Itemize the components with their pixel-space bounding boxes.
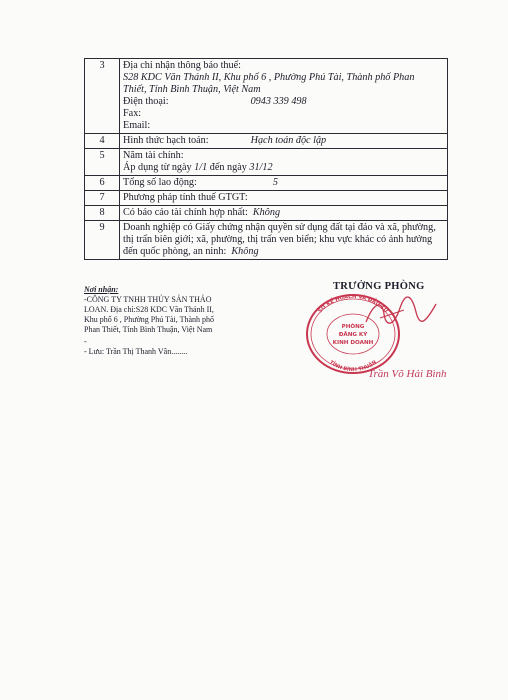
row-label: Có báo cáo tài chính hợp nhất: (123, 207, 248, 218)
row-number: 6 (85, 176, 120, 191)
address-line-1: S28 KDC Văn Thánh II, Khu phố 6 , Phường Phú Tài, Thành phố Phan (123, 72, 415, 83)
row-number: 4 (85, 134, 120, 149)
table-row (85, 191, 448, 206)
table-row (85, 176, 448, 191)
row-number: 7 (85, 191, 120, 206)
table-row (85, 134, 448, 149)
row-value: Hạch toán độc lập (250, 135, 327, 146)
row-number: 8 (85, 206, 120, 221)
land-cert-line-3 (123, 246, 444, 258)
land-cert-line-2: thị trấn biên giới; xã, phường, thị trấn ven biển; khu vực khác có ảnh hưởng (123, 234, 433, 245)
seal-bottom-text: TỈNH BÌNH THUẬN (328, 359, 378, 374)
row-number: 5 (85, 149, 120, 176)
fiscal-year-range (123, 162, 444, 174)
row-number: 3 (85, 59, 120, 134)
recipient-line: -CÔNG TY TNHH THỦY SẢN THẢO (84, 295, 212, 304)
phone-label: Điện thoại: (123, 96, 169, 107)
email-label: Email: (123, 120, 151, 131)
row-label: Năm tài chính: (123, 150, 184, 161)
recipient-line: - (84, 337, 87, 346)
phone-value: 0943 339 498 (250, 96, 307, 107)
row-content (120, 176, 448, 191)
row-number: 9 (85, 221, 120, 260)
recipient-line: LOAN. Địa chỉ:S28 KDC Văn Thánh II, (84, 305, 214, 314)
seal-center-text: KINH DOANH (332, 340, 374, 346)
land-cert-label: đến quốc phòng, an ninh: (123, 246, 227, 257)
fiscal-mid: đến ngày (207, 162, 250, 173)
row-content (120, 134, 448, 149)
archive-line: - Lưu: Trần Thị Thanh Vân........ (84, 347, 188, 356)
row-label: Phương pháp tính thuế GTGT: (123, 192, 248, 203)
address-line-2: Thiết, Tỉnh Bình Thuận, Việt Nam (123, 84, 261, 95)
row-value: Không (231, 246, 259, 257)
phone-line (123, 96, 444, 108)
row-value: Không (252, 207, 281, 218)
fiscal-from: 1/1 (194, 162, 208, 173)
seal-center-text: PHÒNG (341, 324, 365, 330)
recipient-line: Khu phố 6 , Phường Phú Tài, Thành phố (84, 315, 215, 324)
fiscal-prefix: Áp dụng từ ngày (123, 162, 195, 173)
recipients-heading: Nơi nhận: (84, 285, 119, 294)
row-content (120, 221, 448, 260)
row-content (120, 149, 448, 176)
registration-info-table (84, 58, 448, 260)
table-row (85, 206, 448, 221)
table-row (85, 59, 448, 134)
table-row (85, 149, 448, 176)
signer-name: Trần Võ Hải Bình (368, 368, 447, 380)
row-content (120, 191, 448, 206)
land-cert-line-1: Doanh nghiệp có Giấy chứng nhận quyền sử dụng đất tại đảo và xã, phường, (123, 222, 436, 233)
handwritten-signature (360, 292, 440, 332)
recipient-line: Phan Thiết, Tỉnh Bình Thuận, Việt Nam (84, 325, 213, 334)
row-label: Hình thức hạch toán: (123, 135, 209, 146)
row-label: Địa chỉ nhận thông báo thuế: (123, 60, 241, 71)
row-content (120, 59, 448, 134)
row-label: Tổng số lao động: (123, 177, 197, 188)
fax-label: Fax: (123, 108, 142, 119)
seal-center-text: ĐĂNG KÝ (338, 332, 368, 338)
seal-top-text: SỞ KẾ HOẠCH VÀ ĐẦU TƯ (317, 293, 389, 315)
fiscal-to: 31/12 (249, 162, 273, 173)
table-row (85, 221, 448, 260)
recipients-block (84, 285, 244, 357)
signer-title: TRƯỞNG PHÒNG (333, 281, 425, 292)
row-content (120, 206, 448, 221)
row-value: 5 (272, 177, 278, 188)
